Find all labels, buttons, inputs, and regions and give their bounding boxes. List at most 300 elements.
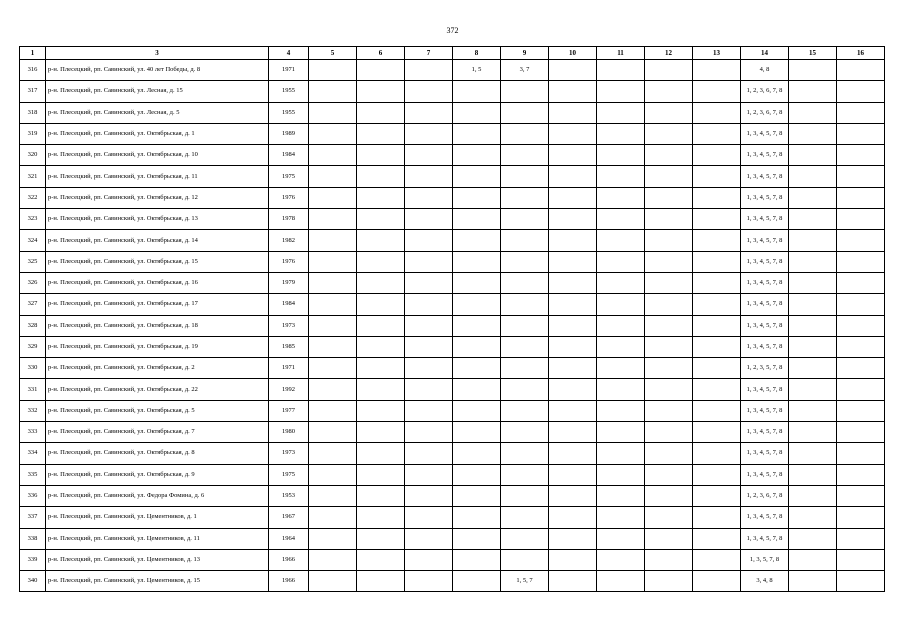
- row-number-cell: 320: [20, 145, 46, 166]
- col10-cell: [549, 123, 597, 144]
- col10-cell: [549, 400, 597, 421]
- row-number-cell: 336: [20, 485, 46, 506]
- col15-cell: [789, 549, 837, 570]
- col12-cell: [645, 187, 693, 208]
- address-cell: р-н. Плесецкий, рп. Савинский, ул. Октябрьская, д. 7: [46, 422, 269, 443]
- col15-cell: [789, 422, 837, 443]
- column-header-3: 3: [46, 47, 269, 60]
- row-number-cell: 326: [20, 272, 46, 293]
- col11-cell: [597, 166, 645, 187]
- col10-cell: [549, 145, 597, 166]
- col8-cell: [453, 166, 501, 187]
- col15-cell: [789, 336, 837, 357]
- col15-cell: [789, 379, 837, 400]
- col9-cell: [501, 400, 549, 421]
- col14-cell: 4, 8: [741, 60, 789, 81]
- col5-cell: [309, 528, 357, 549]
- col7-cell: [405, 60, 453, 81]
- address-cell: р-н. Плесецкий, рп. Савинский, ул. Цементников, д. 1: [46, 507, 269, 528]
- col14-cell: 1, 2, 3, 6, 7, 8: [741, 102, 789, 123]
- col15-cell: [789, 230, 837, 251]
- col14-cell: 1, 2, 3, 6, 7, 8: [741, 81, 789, 102]
- col6-cell: [357, 464, 405, 485]
- col6-cell: [357, 571, 405, 592]
- col5-cell: [309, 60, 357, 81]
- housing-table: [19, 46, 885, 592]
- col5-cell: [309, 485, 357, 506]
- table-row: [20, 187, 885, 208]
- address-cell: р-н. Плесецкий, рп. Савинский, ул. Октябрьская, д. 14: [46, 230, 269, 251]
- table-row: [20, 81, 885, 102]
- year-cell: 1980: [269, 422, 309, 443]
- address-cell: р-н. Плесецкий, рп. Савинский, ул. Октябрьская, д. 5: [46, 400, 269, 421]
- col8-cell: [453, 358, 501, 379]
- col12-cell: [645, 209, 693, 230]
- col12-cell: [645, 443, 693, 464]
- col9-cell: [501, 443, 549, 464]
- col16-cell: [837, 400, 885, 421]
- col9-cell: [501, 251, 549, 272]
- address-cell: р-н. Плесецкий, рп. Савинский, ул. Октябрьская, д. 8: [46, 443, 269, 464]
- col5-cell: [309, 422, 357, 443]
- col15-cell: [789, 251, 837, 272]
- col10-cell: [549, 187, 597, 208]
- col14-cell: 1, 3, 4, 5, 7, 8: [741, 230, 789, 251]
- table-row: [20, 571, 885, 592]
- col11-cell: [597, 528, 645, 549]
- col11-cell: [597, 358, 645, 379]
- col14-cell: 1, 3, 4, 5, 7, 8: [741, 422, 789, 443]
- col13-cell: [693, 549, 741, 570]
- col13-cell: [693, 272, 741, 293]
- col12-cell: [645, 528, 693, 549]
- col16-cell: [837, 81, 885, 102]
- col8-cell: [453, 251, 501, 272]
- table-row: [20, 507, 885, 528]
- col8-cell: [453, 81, 501, 102]
- table-row: [20, 400, 885, 421]
- col9-cell: [501, 485, 549, 506]
- col8-cell: [453, 379, 501, 400]
- col13-cell: [693, 422, 741, 443]
- col15-cell: [789, 507, 837, 528]
- col14-cell: 1, 3, 4, 5, 7, 8: [741, 336, 789, 357]
- col14-cell: 1, 3, 4, 5, 7, 8: [741, 187, 789, 208]
- row-number-cell: 316: [20, 60, 46, 81]
- col16-cell: [837, 209, 885, 230]
- table-row: [20, 358, 885, 379]
- col5-cell: [309, 400, 357, 421]
- col7-cell: [405, 272, 453, 293]
- col16-cell: [837, 145, 885, 166]
- col6-cell: [357, 123, 405, 144]
- address-cell: р-н. Плесецкий, рп. Савинский, ул. Лесная, д. 15: [46, 81, 269, 102]
- col10-cell: [549, 464, 597, 485]
- column-header-14: 14: [741, 47, 789, 60]
- col11-cell: [597, 464, 645, 485]
- col8-cell: [453, 315, 501, 336]
- col8-cell: [453, 464, 501, 485]
- row-number-cell: 334: [20, 443, 46, 464]
- col6-cell: [357, 166, 405, 187]
- col15-cell: [789, 145, 837, 166]
- col13-cell: [693, 464, 741, 485]
- col7-cell: [405, 336, 453, 357]
- col14-cell: 1, 3, 4, 5, 7, 8: [741, 272, 789, 293]
- col5-cell: [309, 549, 357, 570]
- table-row: [20, 443, 885, 464]
- col11-cell: [597, 571, 645, 592]
- address-cell: р-н. Плесецкий, рп. Савинский, ул. Октябрьская, д. 2: [46, 358, 269, 379]
- col6-cell: [357, 145, 405, 166]
- col13-cell: [693, 379, 741, 400]
- table-row: [20, 145, 885, 166]
- col12-cell: [645, 251, 693, 272]
- col6-cell: [357, 358, 405, 379]
- year-cell: 1973: [269, 315, 309, 336]
- col12-cell: [645, 507, 693, 528]
- col7-cell: [405, 400, 453, 421]
- address-cell: р-н. Плесецкий, рп. Савинский, ул. Октябрьская, д. 22: [46, 379, 269, 400]
- col14-cell: 1, 3, 4, 5, 7, 8: [741, 464, 789, 485]
- column-header-7: 7: [405, 47, 453, 60]
- address-cell: р-н. Плесецкий, рп. Савинский, ул. Октябрьская, д. 18: [46, 315, 269, 336]
- address-cell: р-н. Плесецкий, рп. Савинский, ул. Октябрьская, д. 19: [46, 336, 269, 357]
- col6-cell: [357, 187, 405, 208]
- col11-cell: [597, 272, 645, 293]
- col7-cell: [405, 571, 453, 592]
- col15-cell: [789, 272, 837, 293]
- col5-cell: [309, 81, 357, 102]
- col10-cell: [549, 272, 597, 293]
- col13-cell: [693, 443, 741, 464]
- col5-cell: [309, 571, 357, 592]
- col16-cell: [837, 571, 885, 592]
- col5-cell: [309, 379, 357, 400]
- col9-cell: [501, 102, 549, 123]
- col12-cell: [645, 485, 693, 506]
- col13-cell: [693, 230, 741, 251]
- col5-cell: [309, 272, 357, 293]
- col13-cell: [693, 187, 741, 208]
- col9-cell: [501, 294, 549, 315]
- col11-cell: [597, 379, 645, 400]
- col16-cell: [837, 251, 885, 272]
- address-cell: р-н. Плесецкий, рп. Савинский, ул. Октябрьская, д. 9: [46, 464, 269, 485]
- row-number-cell: 333: [20, 422, 46, 443]
- column-header-12: 12: [645, 47, 693, 60]
- col16-cell: [837, 102, 885, 123]
- year-cell: 1971: [269, 358, 309, 379]
- address-cell: р-н. Плесецкий, рп. Савинский, ул. Октябрьская, д. 12: [46, 187, 269, 208]
- row-number-cell: 335: [20, 464, 46, 485]
- col13-cell: [693, 166, 741, 187]
- col10-cell: [549, 336, 597, 357]
- col8-cell: [453, 230, 501, 251]
- year-cell: 1966: [269, 549, 309, 570]
- address-cell: р-н. Плесецкий, рп. Савинский, ул. 40 лет Победы, д. 8: [46, 60, 269, 81]
- year-cell: 1992: [269, 379, 309, 400]
- col12-cell: [645, 379, 693, 400]
- address-cell: р-н. Плесецкий, рп. Савинский, ул. Октябрьская, д. 15: [46, 251, 269, 272]
- col14-cell: 1, 3, 4, 5, 7, 8: [741, 209, 789, 230]
- col9-cell: [501, 166, 549, 187]
- table-row: [20, 123, 885, 144]
- page-number: 372: [446, 26, 459, 35]
- col7-cell: [405, 145, 453, 166]
- col15-cell: [789, 358, 837, 379]
- col16-cell: [837, 315, 885, 336]
- col7-cell: [405, 528, 453, 549]
- col10-cell: [549, 60, 597, 81]
- table-row: [20, 251, 885, 272]
- col5-cell: [309, 443, 357, 464]
- col8-cell: [453, 549, 501, 570]
- col8-cell: [453, 294, 501, 315]
- year-cell: 1973: [269, 443, 309, 464]
- col14-cell: 1, 2, 3, 6, 7, 8: [741, 485, 789, 506]
- col14-cell: 1, 2, 3, 5, 7, 8: [741, 358, 789, 379]
- col6-cell: [357, 549, 405, 570]
- col10-cell: [549, 166, 597, 187]
- col13-cell: [693, 145, 741, 166]
- col10-cell: [549, 443, 597, 464]
- col6-cell: [357, 507, 405, 528]
- col8-cell: [453, 571, 501, 592]
- column-header-4: 4: [269, 47, 309, 60]
- year-cell: 1953: [269, 485, 309, 506]
- col14-cell: 1, 3, 4, 5, 7, 8: [741, 251, 789, 272]
- col12-cell: [645, 272, 693, 293]
- col13-cell: [693, 81, 741, 102]
- col7-cell: [405, 251, 453, 272]
- address-cell: р-н. Плесецкий, рп. Савинский, ул. Октябрьская, д. 1: [46, 123, 269, 144]
- col5-cell: [309, 123, 357, 144]
- address-cell: р-н. Плесецкий, рп. Савинский, ул. Октябрьская, д. 16: [46, 272, 269, 293]
- col8-cell: [453, 272, 501, 293]
- column-header-15: 15: [789, 47, 837, 60]
- table-row: [20, 336, 885, 357]
- col14-cell: 1, 3, 4, 5, 7, 8: [741, 507, 789, 528]
- col16-cell: [837, 166, 885, 187]
- column-header-11: 11: [597, 47, 645, 60]
- col11-cell: [597, 123, 645, 144]
- col11-cell: [597, 251, 645, 272]
- col14-cell: 1, 3, 4, 5, 7, 8: [741, 400, 789, 421]
- col7-cell: [405, 464, 453, 485]
- col7-cell: [405, 123, 453, 144]
- row-number-cell: 330: [20, 358, 46, 379]
- header-row: [20, 47, 885, 60]
- year-cell: 1966: [269, 571, 309, 592]
- col5-cell: [309, 209, 357, 230]
- col6-cell: [357, 102, 405, 123]
- col5-cell: [309, 507, 357, 528]
- col14-cell: 1, 3, 4, 5, 7, 8: [741, 379, 789, 400]
- address-cell: р-н. Плесецкий, рп. Савинский, ул. Лесная, д. 5: [46, 102, 269, 123]
- col14-cell: 1, 3, 4, 5, 7, 8: [741, 294, 789, 315]
- col9-cell: [501, 123, 549, 144]
- col12-cell: [645, 358, 693, 379]
- col10-cell: [549, 230, 597, 251]
- col11-cell: [597, 209, 645, 230]
- table-row: [20, 464, 885, 485]
- year-cell: 1967: [269, 507, 309, 528]
- col12-cell: [645, 166, 693, 187]
- col7-cell: [405, 230, 453, 251]
- col11-cell: [597, 507, 645, 528]
- col6-cell: [357, 379, 405, 400]
- col15-cell: [789, 209, 837, 230]
- col14-cell: 1, 3, 5, 7, 8: [741, 549, 789, 570]
- col16-cell: [837, 272, 885, 293]
- col15-cell: [789, 443, 837, 464]
- col15-cell: [789, 528, 837, 549]
- column-header-8: 8: [453, 47, 501, 60]
- col12-cell: [645, 571, 693, 592]
- year-cell: 1976: [269, 251, 309, 272]
- col8-cell: [453, 145, 501, 166]
- col13-cell: [693, 336, 741, 357]
- col11-cell: [597, 549, 645, 570]
- column-header-6: 6: [357, 47, 405, 60]
- table-row: [20, 166, 885, 187]
- col10-cell: [549, 209, 597, 230]
- row-number-cell: 321: [20, 166, 46, 187]
- year-cell: 1984: [269, 145, 309, 166]
- col11-cell: [597, 187, 645, 208]
- col9-cell: [501, 187, 549, 208]
- col15-cell: [789, 464, 837, 485]
- col13-cell: [693, 485, 741, 506]
- col7-cell: [405, 422, 453, 443]
- row-number-cell: 318: [20, 102, 46, 123]
- col5-cell: [309, 358, 357, 379]
- col12-cell: [645, 60, 693, 81]
- address-cell: р-н. Плесецкий, рп. Савинский, ул. Федора Фомина, д. 6: [46, 485, 269, 506]
- table-row: [20, 315, 885, 336]
- year-cell: 1964: [269, 528, 309, 549]
- col6-cell: [357, 443, 405, 464]
- col10-cell: [549, 102, 597, 123]
- address-cell: р-н. Плесецкий, рп. Савинский, ул. Октябрьская, д. 10: [46, 145, 269, 166]
- col10-cell: [549, 315, 597, 336]
- col15-cell: [789, 315, 837, 336]
- col9-cell: [501, 315, 549, 336]
- col7-cell: [405, 379, 453, 400]
- row-number-cell: 340: [20, 571, 46, 592]
- col14-cell: 3, 4, 8: [741, 571, 789, 592]
- column-header-13: 13: [693, 47, 741, 60]
- col16-cell: [837, 187, 885, 208]
- year-cell: 1984: [269, 294, 309, 315]
- col11-cell: [597, 102, 645, 123]
- address-cell: р-н. Плесецкий, рп. Савинский, ул. Октябрьская, д. 13: [46, 209, 269, 230]
- col6-cell: [357, 400, 405, 421]
- col6-cell: [357, 422, 405, 443]
- col16-cell: [837, 379, 885, 400]
- address-cell: р-н. Плесецкий, рп. Савинский, ул. Октябрьская, д. 11: [46, 166, 269, 187]
- col15-cell: [789, 571, 837, 592]
- col13-cell: [693, 123, 741, 144]
- col13-cell: [693, 60, 741, 81]
- year-cell: 1955: [269, 81, 309, 102]
- col6-cell: [357, 251, 405, 272]
- column-header-5: 5: [309, 47, 357, 60]
- row-number-cell: 329: [20, 336, 46, 357]
- col14-cell: 1, 3, 4, 5, 7, 8: [741, 145, 789, 166]
- col6-cell: [357, 81, 405, 102]
- col16-cell: [837, 230, 885, 251]
- col5-cell: [309, 251, 357, 272]
- col13-cell: [693, 400, 741, 421]
- col15-cell: [789, 102, 837, 123]
- row-number-cell: 323: [20, 209, 46, 230]
- table-body: [20, 60, 885, 592]
- row-number-cell: 317: [20, 81, 46, 102]
- col14-cell: 1, 3, 4, 5, 7, 8: [741, 123, 789, 144]
- col5-cell: [309, 145, 357, 166]
- col5-cell: [309, 464, 357, 485]
- col11-cell: [597, 485, 645, 506]
- col5-cell: [309, 294, 357, 315]
- col6-cell: [357, 209, 405, 230]
- col7-cell: [405, 485, 453, 506]
- col15-cell: [789, 166, 837, 187]
- col12-cell: [645, 315, 693, 336]
- col12-cell: [645, 102, 693, 123]
- col10-cell: [549, 379, 597, 400]
- row-number-cell: 328: [20, 315, 46, 336]
- col8-cell: [453, 528, 501, 549]
- table-row: [20, 230, 885, 251]
- col10-cell: [549, 294, 597, 315]
- col11-cell: [597, 400, 645, 421]
- year-cell: 1985: [269, 336, 309, 357]
- col11-cell: [597, 294, 645, 315]
- col11-cell: [597, 81, 645, 102]
- row-number-cell: 322: [20, 187, 46, 208]
- col8-cell: [453, 123, 501, 144]
- year-cell: 1975: [269, 464, 309, 485]
- col7-cell: [405, 315, 453, 336]
- col6-cell: [357, 272, 405, 293]
- col10-cell: [549, 358, 597, 379]
- col12-cell: [645, 464, 693, 485]
- col6-cell: [357, 60, 405, 81]
- col13-cell: [693, 507, 741, 528]
- col16-cell: [837, 358, 885, 379]
- table-row: [20, 528, 885, 549]
- col16-cell: [837, 60, 885, 81]
- table-row: [20, 379, 885, 400]
- col5-cell: [309, 315, 357, 336]
- col12-cell: [645, 422, 693, 443]
- table-row: [20, 422, 885, 443]
- col14-cell: 1, 3, 4, 5, 7, 8: [741, 443, 789, 464]
- col12-cell: [645, 336, 693, 357]
- col9-cell: 3, 7: [501, 60, 549, 81]
- col7-cell: [405, 187, 453, 208]
- col13-cell: [693, 209, 741, 230]
- col13-cell: [693, 294, 741, 315]
- year-cell: 1955: [269, 102, 309, 123]
- col7-cell: [405, 294, 453, 315]
- col12-cell: [645, 230, 693, 251]
- col15-cell: [789, 60, 837, 81]
- col9-cell: [501, 209, 549, 230]
- col15-cell: [789, 294, 837, 315]
